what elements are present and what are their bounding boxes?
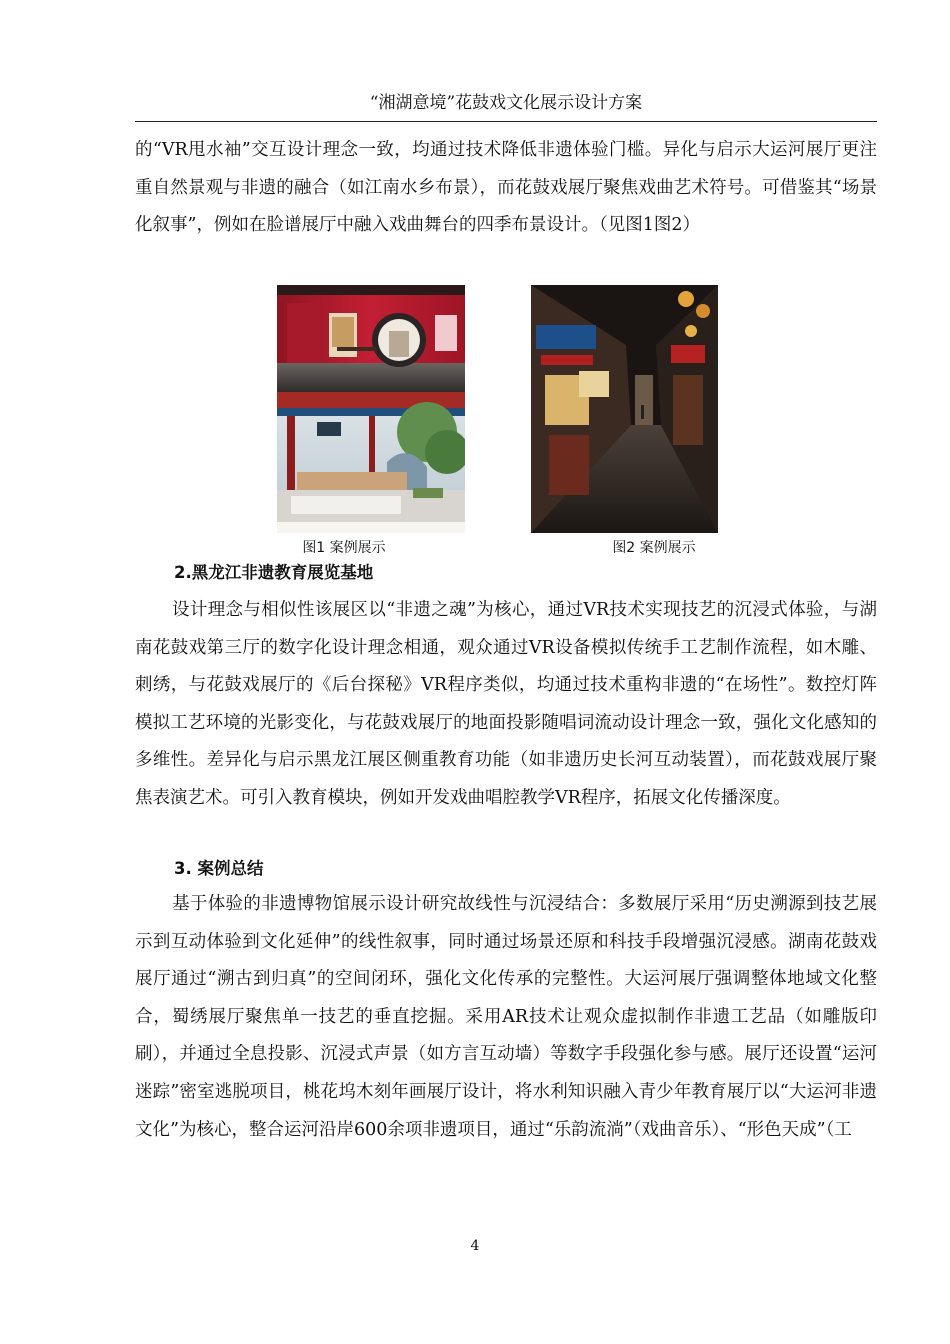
page-number: 4 <box>470 1238 480 1254</box>
figure-2-photo <box>531 285 718 533</box>
paragraph-summary: 基于体验的非遗博物馆展示设计研究故线性与沉浸结合：多数展厅采用“历史溯源到技艺展示到互动体验到文化延伸”的线性叙事，同时通过场景还原和科技手段增强沉浸感。湖南花鼓戏展厅通过“溯古到归真”的空间闭环，强化文化传承的完整性。大运河展厅强调整体地域文化整合，蜀绣展厅聚焦单一技艺的垂直挖掘。采用AR技术让观众虚拟制作非遗工艺品（如雕版印刷），并通过全息投影、沉浸式声景（如方言互动墙）等数字手段强化参与感。展厅还设置“运河迷踪”密室逃脱项目，桃花坞木刻年画展厅设计，将水利知识融入青少年教育展厅以“大运河非遗文化”为核心，整合运河沿岸600余项非遗项目，通过“乐韵流淌”（戏曲音乐）、“形色天成”（工 <box>135 894 877 1140</box>
paragraph-intro: 的“VR甩水袖”交互设计理念一致，均通过技术降低非遗体验门槛。异化与启示大运河展厅更注重自然景观与非遗的融合（如江南水乡布景），而花鼓戏展厅聚焦戏曲艺术符号。可借鉴其“场景化叙事”，例如在脸谱展厅中融入戏曲舞台的四季布景设计。（见图1图2） <box>135 140 877 236</box>
figure-1-caption: 图1 案例展示 <box>302 540 386 556</box>
figure-1-bottom-photo <box>277 392 465 533</box>
header-divider <box>135 121 877 122</box>
figure-2-caption: 图2 案例展示 <box>612 540 696 556</box>
figure-1-top-photo <box>277 285 465 392</box>
page-header-title: “湘湖意境”花鼓戏文化展示设计方案 <box>369 93 643 113</box>
paragraph-heilongjiang: 设计理念与相似性该展区以“非遗之魂”为核心，通过VR技术实现技艺的沉浸式体验，与湖南花鼓戏第三厅的数字化设计理念相通，观众通过VR设备模拟传统手工艺制作流程，如木雕、刺绣，与花鼓戏展厅的《后台探秘》VR程序类似，均通过技术重构非遗的“在场性”。数控灯阵模拟工艺环境的光影变化，与花鼓戏展厅的地面投影随唱词流动设计理念一致，强化文化感知的多维性。差异化与启示黑龙江展区侧重教育功能（如非遗历史长河互动装置），而花鼓戏展厅聚焦表演艺术。可引入教育模块，例如开发戏曲唱腔教学VR程序，拓展文化传播深度。 <box>135 600 877 808</box>
section-heading-heilongjiang: 2.黑龙江非遗教育展览基地 <box>174 563 374 582</box>
section-heading-summary: 3. 案例总结 <box>174 859 264 878</box>
